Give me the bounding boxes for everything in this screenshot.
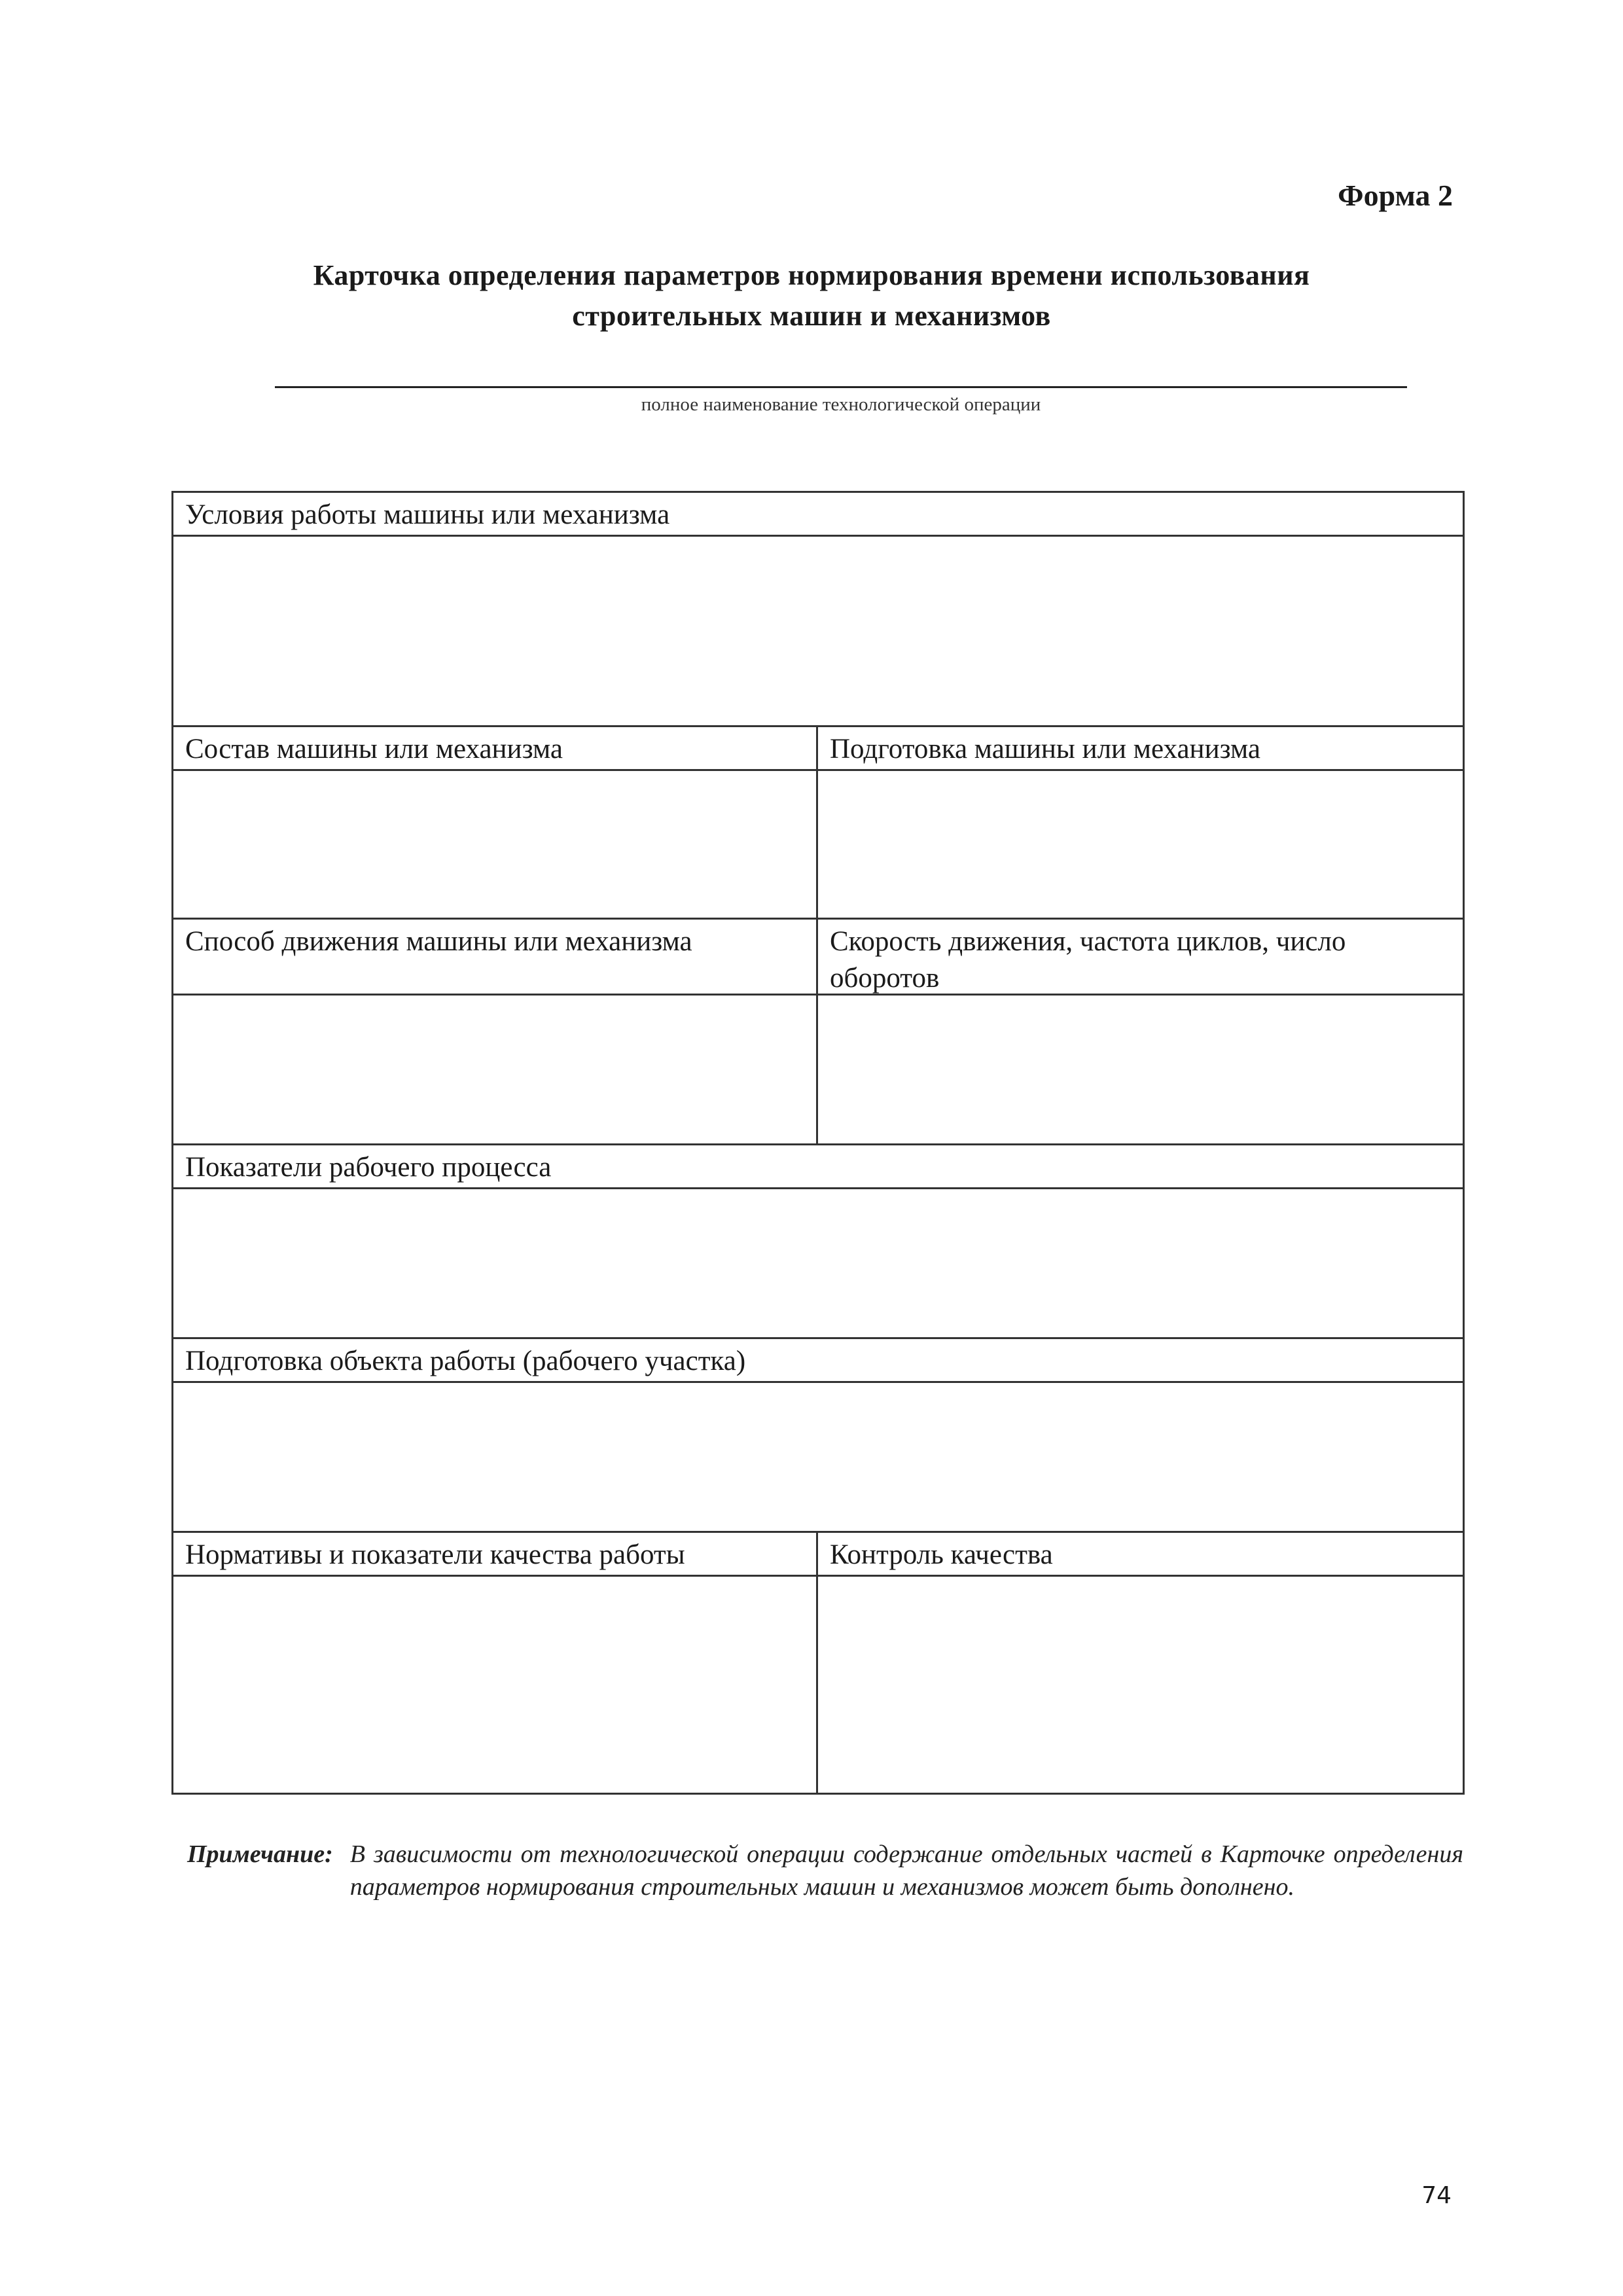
conditions-section xyxy=(173,493,1463,725)
form-label: Форма 2 xyxy=(1338,179,1453,212)
quality-norms-field[interactable] xyxy=(173,1577,816,1793)
conditions-field[interactable] xyxy=(173,537,1463,725)
quality-norms-header: Нормативы и показатели качества работы xyxy=(173,1533,816,1577)
quality-control-header: Контроль качества xyxy=(818,1533,1463,1577)
process-indicators-field[interactable] xyxy=(173,1189,1463,1337)
quality-section xyxy=(173,1531,1463,1793)
operation-name-caption: полное наименование технологической операции xyxy=(641,394,1041,415)
composition-section xyxy=(173,725,1463,918)
process-indicators-header: Показатели рабочего процесса xyxy=(173,1145,1463,1189)
operation-name-field[interactable] xyxy=(275,386,1407,388)
note-text: В зависимости от технологической операции содержание отдельных частей в Карточке определения параметров нормирования строительных машин и механизмов может быть дополнено. xyxy=(349,1840,1463,1901)
movement-method-field[interactable] xyxy=(173,996,816,1143)
note xyxy=(187,1838,1463,1903)
title-line-1: Карточка определения параметров нормирования времени использования xyxy=(313,259,1310,291)
process-indicators-section xyxy=(173,1143,1463,1337)
parameters-card xyxy=(171,491,1465,1795)
preparation-header: Подготовка машины или механизма xyxy=(818,727,1463,771)
page-title xyxy=(170,255,1453,336)
speed-field[interactable] xyxy=(818,996,1463,1143)
site-preparation-field[interactable] xyxy=(173,1383,1463,1531)
site-preparation-section xyxy=(173,1337,1463,1531)
note-label: Примечание: xyxy=(187,1840,333,1868)
preparation-field[interactable] xyxy=(818,771,1463,918)
movement-method-header: Способ движения машины или механизма xyxy=(173,920,816,996)
page-number: 74 xyxy=(1421,2182,1452,2209)
movement-section xyxy=(173,918,1463,1143)
site-preparation-header: Подготовка объекта работы (рабочего участка) xyxy=(173,1339,1463,1383)
composition-field[interactable] xyxy=(173,771,816,918)
title-line-2: строительных машин и механизмов xyxy=(572,300,1051,332)
composition-header: Состав машины или механизма xyxy=(173,727,816,771)
quality-control-field[interactable] xyxy=(818,1577,1463,1793)
speed-header: Скорость движения, частота циклов, число оборотов xyxy=(818,920,1463,996)
conditions-header: Условия работы машины или механизма xyxy=(173,493,1463,537)
